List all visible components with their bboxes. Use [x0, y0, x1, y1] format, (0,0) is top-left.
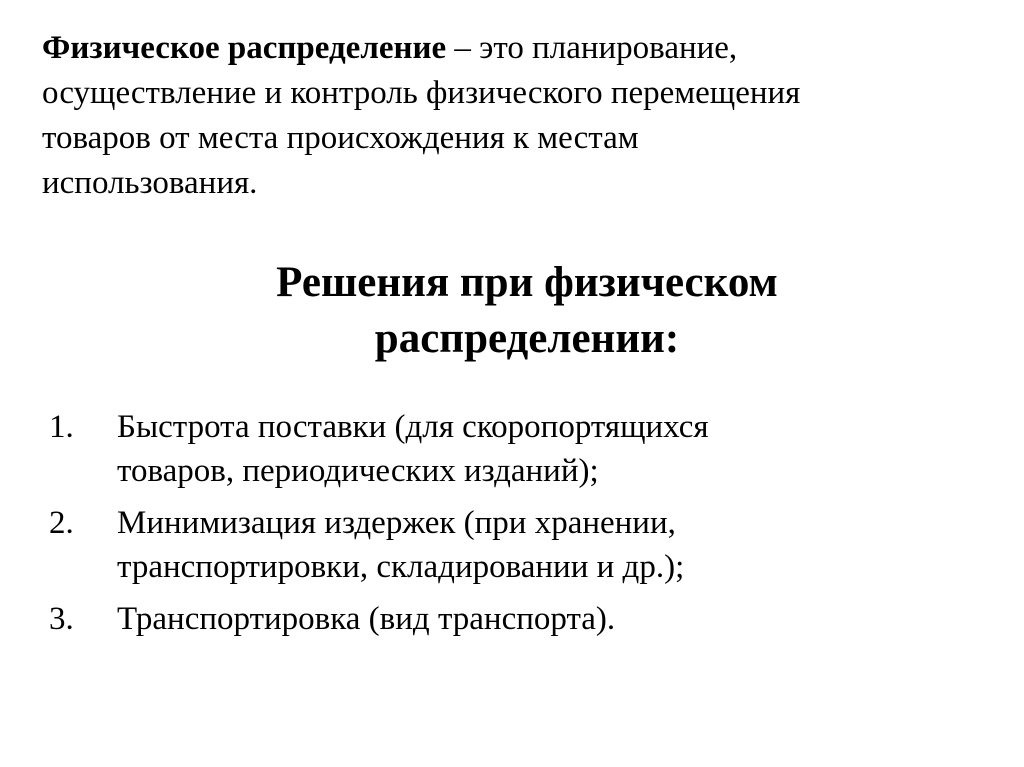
section-heading	[0, 255, 1024, 367]
decisions-list	[0, 405, 1000, 649]
heading-line-2: распределении:	[374, 315, 680, 362]
definition-term: Физическое распределение	[42, 30, 447, 66]
definition-line-3: товаров от места происхождения к местам	[42, 120, 639, 156]
list-item	[0, 405, 1000, 493]
list-item-line-1: Транспортировка (вид транспорта).	[117, 601, 616, 637]
list-item	[0, 501, 1000, 589]
list-item-number: 2.	[49, 505, 74, 541]
definition-line-1-rest: – это планирование,	[446, 30, 738, 66]
definition-line-2: осуществление и контроль физического перемещения	[42, 75, 801, 111]
definition-line-4: использования.	[42, 165, 258, 201]
list-item-line-2: товаров, периодических изданий);	[117, 453, 599, 489]
list-item-line-2: транспортировки, складировании и др.);	[117, 549, 685, 585]
heading-line-1: Решения при физическом	[276, 259, 778, 306]
list-item	[0, 597, 1000, 641]
list-item-line-1: Минимизация издержек (при хранении,	[117, 505, 676, 541]
list-item-line-1: Быстрота поставки (для скоропортящихся	[117, 409, 709, 445]
definition-paragraph	[42, 26, 992, 206]
list-item-number: 3.	[49, 601, 74, 637]
list-item-number: 1.	[49, 409, 74, 445]
